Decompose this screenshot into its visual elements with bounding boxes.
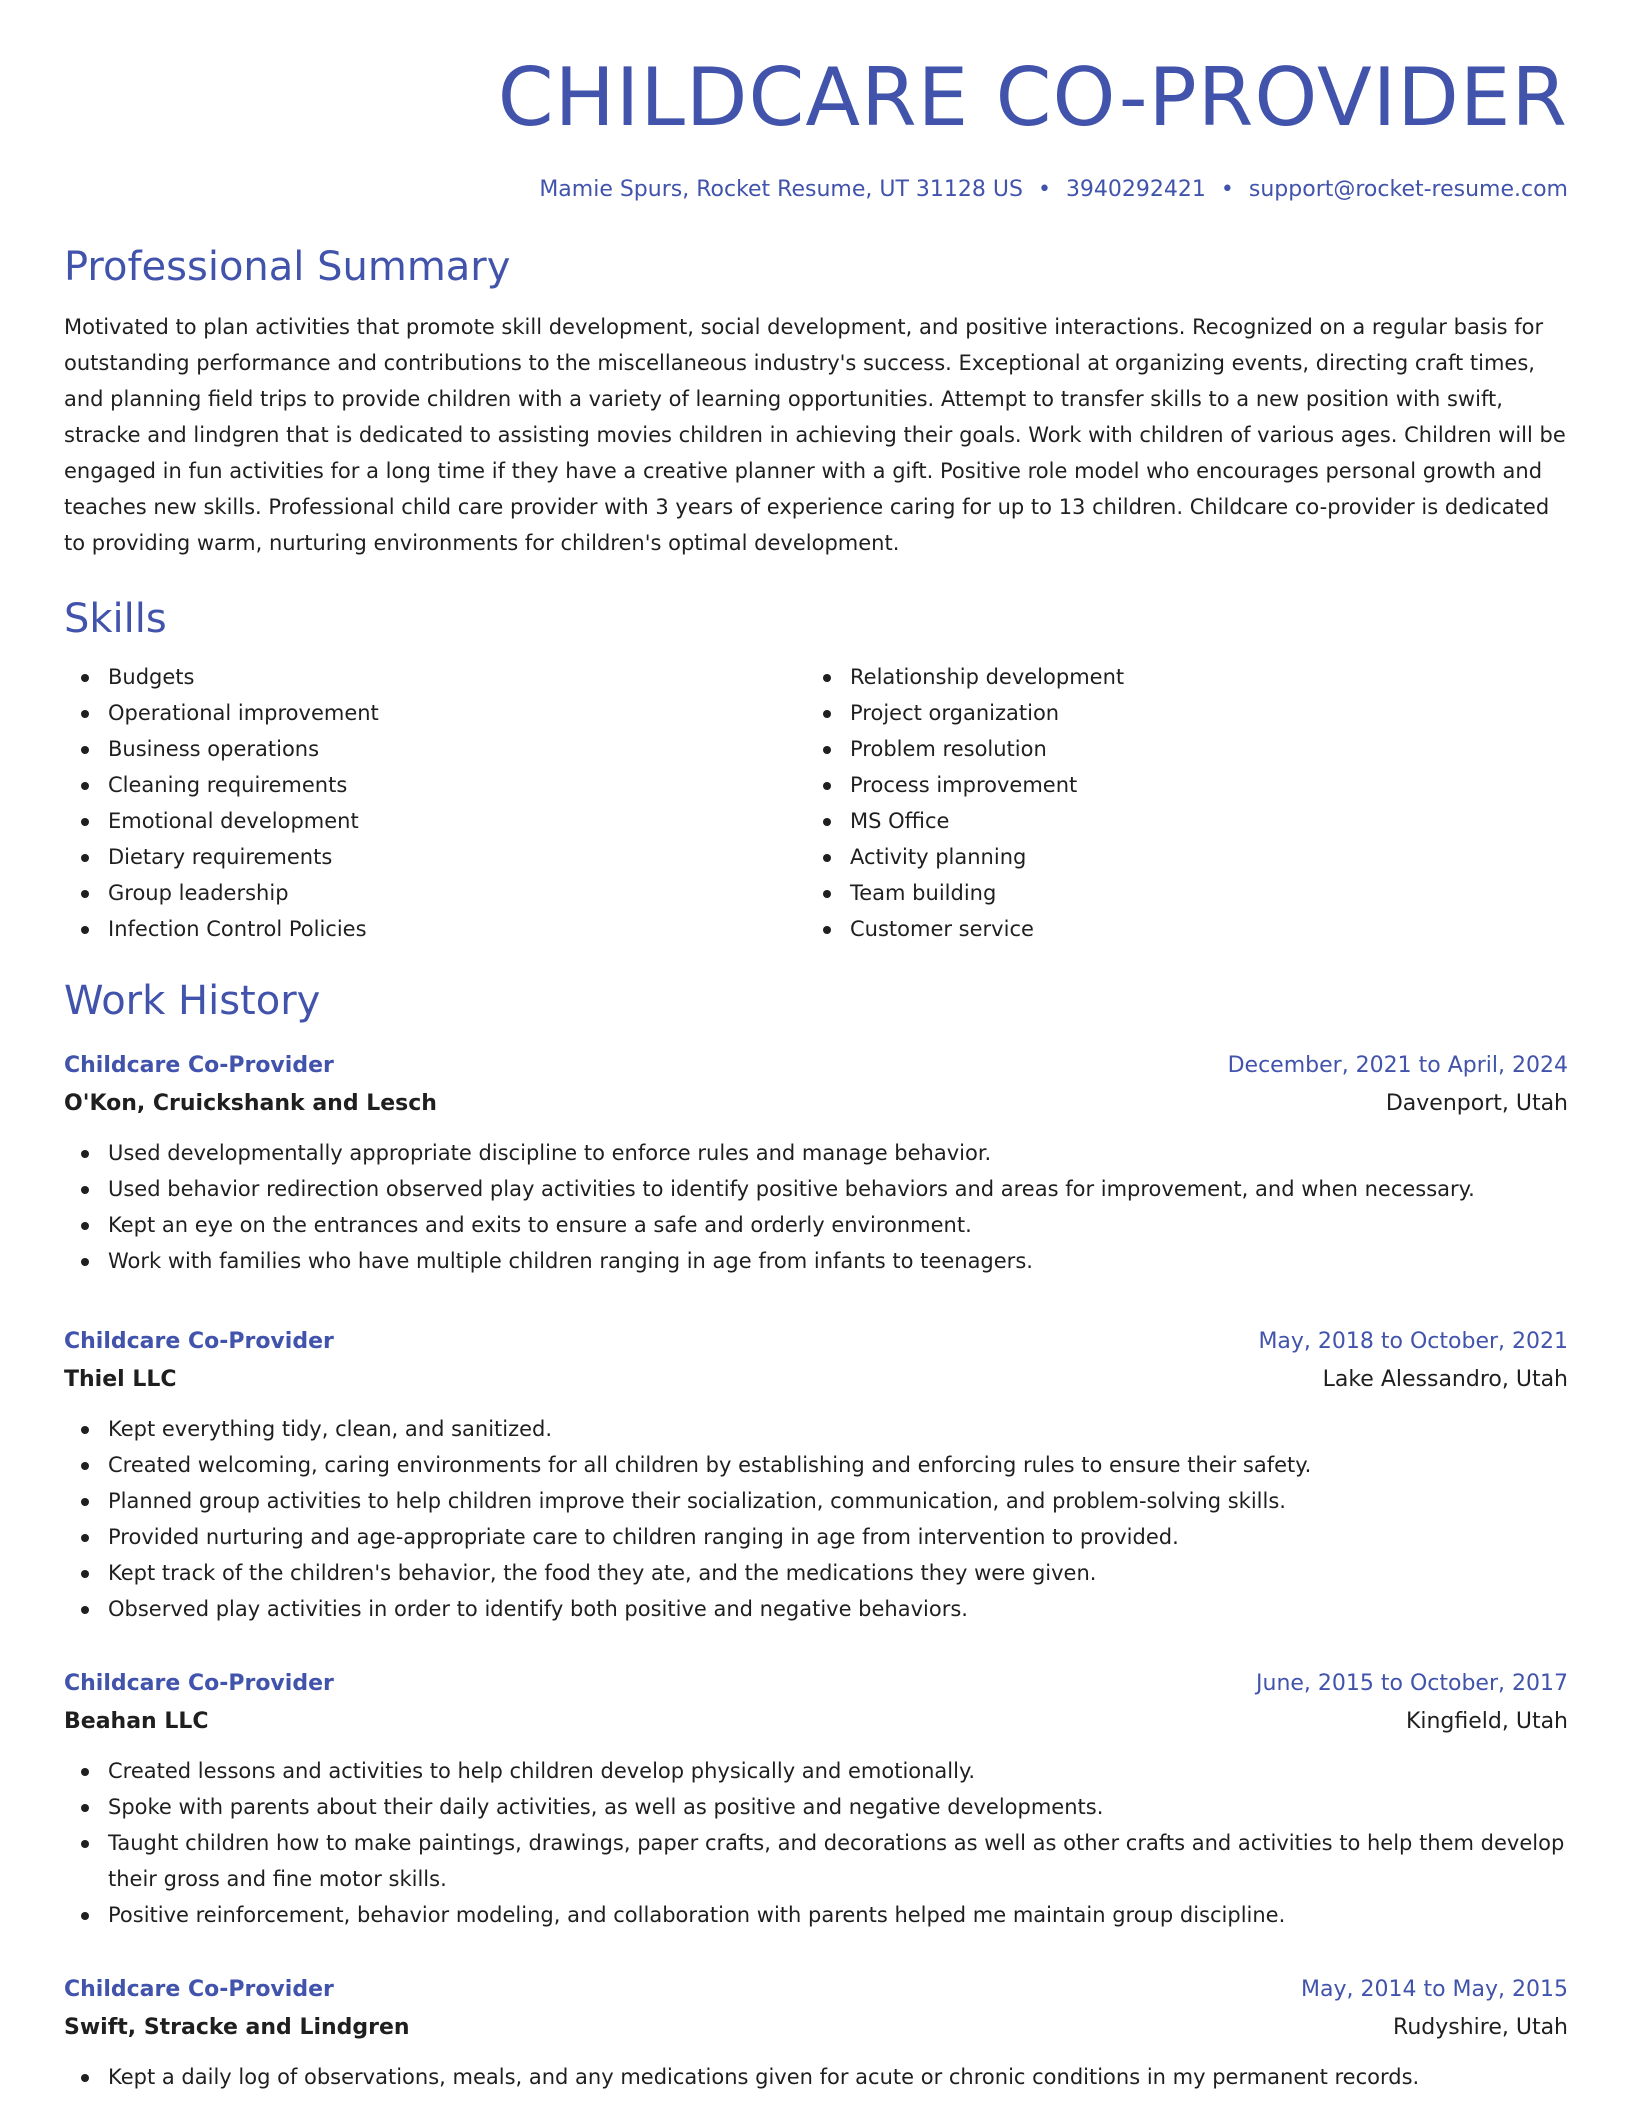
- contact-line: [64, 179, 1568, 201]
- skills-column-right: [806, 659, 1568, 947]
- summary-heading: Professional Summary: [64, 244, 511, 290]
- job-duty-item: Planned group activities to help children improve their socialization, communication, and problem-solving skills.: [64, 1483, 1568, 1519]
- job-dates: May, 2018 to October, 2021: [1258, 1329, 1568, 1354]
- job-header-row: [64, 1323, 1568, 1361]
- skill-item: Operational improvement: [64, 695, 806, 731]
- job-title: Childcare Co-Provider: [64, 1977, 334, 2002]
- job-header-row: [64, 1665, 1568, 1703]
- job-duties-list: [64, 2059, 1568, 2095]
- job-employer-row: [64, 2009, 1568, 2047]
- job-location: Lake Alessandro, Utah: [1322, 1367, 1568, 1392]
- job-duty-item: Kept everything tidy, clean, and sanitized.: [64, 1411, 1568, 1447]
- job-title: Childcare Co-Provider: [64, 1329, 334, 1354]
- job-duty-item: Used developmentally appropriate discipline to enforce rules and manage behavior.: [64, 1135, 1568, 1171]
- job-employer-row: [64, 1085, 1568, 1123]
- skill-item: Infection Control Policies: [64, 911, 806, 947]
- job-company: Swift, Stracke and Lindgren: [64, 2015, 410, 2040]
- contact-separator: •: [1037, 177, 1051, 202]
- job-duty-item: Kept a daily log of observations, meals, and any medications given for acute or chronic conditions in my permanent records.: [64, 2059, 1568, 2095]
- skill-item: Activity planning: [806, 839, 1568, 875]
- job-duties-list: [64, 1753, 1568, 1933]
- job-duty-item: Taught children how to make paintings, drawings, paper crafts, and decorations as well as other crafts and activities to help them develop their gross and fine motor skills.: [64, 1825, 1568, 1897]
- job-location: Rudyshire, Utah: [1393, 2015, 1568, 2040]
- job-location: Kingfield, Utah: [1405, 1709, 1568, 1734]
- job-duty-item: Positive reinforcement, behavior modeling, and collaboration with parents helped me maintain group discipline.: [64, 1897, 1568, 1933]
- job-entry: [64, 1665, 1568, 1933]
- job-header-row: [64, 1971, 1568, 2009]
- job-header-row: [64, 1047, 1568, 1085]
- skill-item: Relationship development: [806, 659, 1568, 695]
- job-company: Thiel LLC: [64, 1367, 177, 1392]
- job-duties-list: [64, 1135, 1568, 1279]
- skills-heading: Skills: [64, 596, 167, 642]
- skill-item: Business operations: [64, 731, 806, 767]
- job-dates: December, 2021 to April, 2024: [1227, 1053, 1568, 1078]
- skills-column-left: [64, 659, 806, 947]
- job-duty-item: Provided nurturing and age-appropriate care to children ranging in age from intervention to provided.: [64, 1519, 1568, 1555]
- skill-item: Problem resolution: [806, 731, 1568, 767]
- job-dates: June, 2015 to October, 2017: [1256, 1671, 1568, 1696]
- job-duty-item: Kept track of the children's behavior, the food they ate, and the medications they were given.: [64, 1555, 1568, 1591]
- job-duty-item: Kept an eye on the entrances and exits to ensure a safe and orderly environment.: [64, 1207, 1568, 1243]
- skill-item: Team building: [806, 875, 1568, 911]
- job-duty-item: Created welcoming, caring environments for all children by establishing and enforcing rules to ensure their safety.: [64, 1447, 1568, 1483]
- job-employer-row: [64, 1703, 1568, 1741]
- skill-item: Cleaning requirements: [64, 767, 806, 803]
- job-duty-item: Work with families who have multiple children ranging in age from infants to teenagers.: [64, 1243, 1568, 1279]
- job-title: Childcare Co-Provider: [64, 1053, 334, 1078]
- skill-item: Process improvement: [806, 767, 1568, 803]
- skill-item: Emotional development: [64, 803, 806, 839]
- work-history-list: [64, 1047, 1568, 2095]
- job-duty-item: Observed play activities in order to identify both positive and negative behaviors.: [64, 1591, 1568, 1627]
- job-title: Childcare Co-Provider: [64, 1671, 334, 1696]
- contact-separator: •: [1220, 177, 1234, 202]
- skill-item: Project organization: [806, 695, 1568, 731]
- job-employer-row: [64, 1361, 1568, 1399]
- job-duty-item: Spoke with parents about their daily activities, as well as positive and negative developments.: [64, 1789, 1568, 1825]
- skill-item: Budgets: [64, 659, 806, 695]
- job-location: Davenport, Utah: [1385, 1091, 1568, 1116]
- job-duty-item: Created lessons and activities to help children develop physically and emotionally.: [64, 1753, 1568, 1789]
- job-duties-list: [64, 1411, 1568, 1627]
- job-entry: [64, 1971, 1568, 2095]
- job-duty-item: Used behavior redirection observed play activities to identify positive behaviors and areas for improvement, and when necessary.: [64, 1171, 1568, 1207]
- contact-phone: 3940292421: [1065, 177, 1206, 202]
- skill-item: Group leadership: [64, 875, 806, 911]
- summary-text: Motivated to plan activities that promote skill development, social development, and positive interactions. Recognized on a regular basis for outstanding performance and contributions to the miscellaneous industry's success. Exceptional at organizing events, directing craft times, and planning field trips to provide children with a variety of learning opportunities. Attempt to transfer skills to a new position with swift, stracke and lindgren that is dedicated to assisting movies children in achieving their goals. Work with children of various ages. Children will be engaged in fun activities for a long time if they have a creative planner with a gift. Positive role model who encourages personal growth and teaches new skills. Professional child care provider with 3 years of experience caring for up to 13 children. Childcare co-provider is dedicated to providing warm, nurturing environments for children's optimal development.: [64, 315, 1566, 555]
- skill-item: MS Office: [806, 803, 1568, 839]
- job-entry: [64, 1047, 1568, 1279]
- resume-title: CHILDCARE CO-PROVIDER: [497, 51, 1568, 144]
- skill-item: Customer service: [806, 911, 1568, 947]
- job-company: Beahan LLC: [64, 1709, 209, 1734]
- job-entry: [64, 1323, 1568, 1627]
- contact-email: support@rocket-resume.com: [1248, 177, 1568, 202]
- work-history-heading: Work History: [64, 978, 321, 1024]
- contact-address: Mamie Spurs, Rocket Resume, UT 31128 US: [539, 177, 1023, 202]
- skills-list: [64, 659, 1568, 947]
- job-company: O'Kon, Cruickshank and Lesch: [64, 1091, 437, 1116]
- job-dates: May, 2014 to May, 2015: [1301, 1977, 1568, 2002]
- skill-item: Dietary requirements: [64, 839, 806, 875]
